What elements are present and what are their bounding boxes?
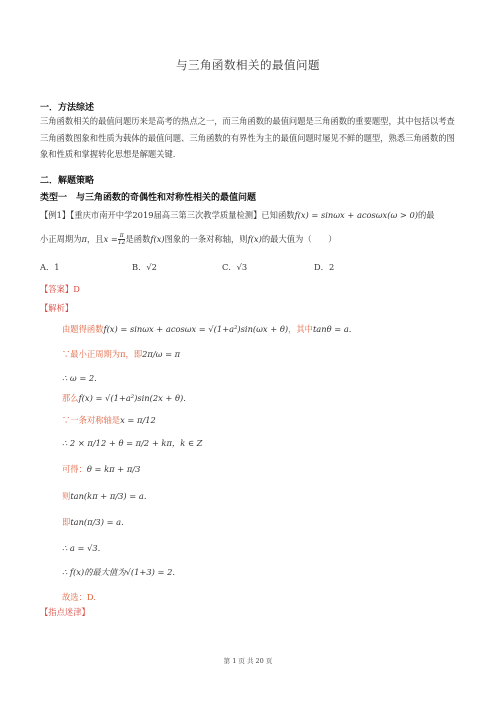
methods-paragraph: 三角函数相关的最值问题历来是高考的热点之一，而三角函数的最值问题是三角函数的重要题型，其中包括以考查三角函数图象和性质为载体的最值问题、三角函数的有界性为主的最值问题时屡见不鲜的题型，熟悉三角函数的图象和性质和掌握转化思想是解题关键.: [40, 116, 455, 159]
step-math: tanθ = a: [312, 324, 349, 334]
solution-step-3: [62, 373, 97, 383]
step-text: 由题得函数: [62, 324, 104, 334]
option-c: C．√3: [222, 262, 248, 272]
example-text: 的最大值为（ ）: [261, 234, 337, 244]
solution-step-9: [62, 516, 124, 528]
step-math: f(x) = sinωx + acosωx = √(1+a²)sin(ωx + θ): [103, 324, 289, 334]
solution-step-12: [62, 591, 96, 603]
example-tail: 的最: [417, 210, 435, 220]
step-text: 则: [62, 491, 71, 501]
example-tag: 【例1】【重庆市南开中学2019届高三第三次教学质量检测】已知函数: [40, 210, 295, 220]
example-line-2: [40, 233, 470, 246]
example-text: 图象的一条对称轴，则: [164, 234, 248, 244]
option-d: D．2: [314, 262, 335, 272]
solution-step-4: [62, 392, 186, 404]
step-math: f(x) = √(1+a²)sin(2x + θ).: [78, 393, 186, 403]
analysis-tag: 【解析】: [40, 303, 74, 313]
tip-tag: 【指点迷津】: [40, 607, 90, 617]
step-text: ，其中: [288, 324, 313, 334]
step-math: ∴ f(x)的最大值为√(1+3) = 2.: [62, 567, 176, 577]
pi-symbol: π: [81, 234, 87, 244]
step-math: ∴ 2 × π/12 + θ = π/2 + kπ，k ∈ Z: [62, 438, 203, 448]
step-math: 2π/ω = π: [142, 349, 181, 359]
step-text: ∵一条对称轴是: [62, 415, 121, 425]
option-a: A．1: [40, 262, 60, 272]
option-b: B．√2: [132, 262, 157, 272]
step-math: ∴ a = √3.: [62, 543, 101, 553]
step-math: .: [348, 324, 352, 334]
step-math: x = π/12: [120, 415, 156, 425]
solution-step-2: [62, 348, 180, 360]
fx-symbol: f(x): [150, 234, 165, 244]
example-text: ，且: [86, 234, 104, 244]
example-line-1: [40, 209, 470, 221]
type1-heading: 类型一 与三角函数的奇偶性和对称性相关的最值问题: [40, 193, 257, 203]
fx-symbol: f(x): [247, 234, 262, 244]
example-text: 是函数: [125, 234, 151, 244]
section-heading-strategies: 二．解题策略: [40, 176, 95, 186]
solution-step-1: [62, 323, 351, 335]
solution-step-7: [62, 463, 140, 475]
step-math: ∴ ω = 2.: [62, 373, 97, 383]
solution-step-5: [62, 414, 156, 426]
example-text: 小正周期为: [40, 234, 82, 244]
solution-step-6: [62, 437, 202, 449]
step-math: tan(kπ + π/3) = a.: [70, 491, 147, 501]
section-heading-methods: 一．方法综述: [40, 103, 95, 113]
step-math: tan(π/3) = a.: [70, 517, 124, 527]
solution-step-10: [62, 543, 100, 553]
step-text: 故选：D.: [62, 592, 96, 602]
step-text: ∵最小正周期为π，即: [62, 349, 143, 359]
answer-tag: 【答案】D: [40, 284, 80, 294]
page-footer: 第 1 页 共 20 页: [223, 657, 273, 665]
solution-step-8: [62, 490, 146, 502]
step-text: 那么: [62, 393, 79, 403]
step-math: θ = kπ + π/3: [86, 464, 141, 474]
page-title: 与三角函数相关的最值问题: [176, 58, 320, 72]
example-function: f(x) = sinωx + acosωx(ω > 0): [294, 210, 418, 220]
fraction-pi-12: $\frac{\pi}{12}$: [117, 232, 126, 246]
step-text: 可得：: [62, 464, 87, 474]
axis-variable: x =: [103, 234, 118, 244]
solution-step-11: [62, 566, 175, 578]
step-text: 即: [62, 517, 71, 527]
